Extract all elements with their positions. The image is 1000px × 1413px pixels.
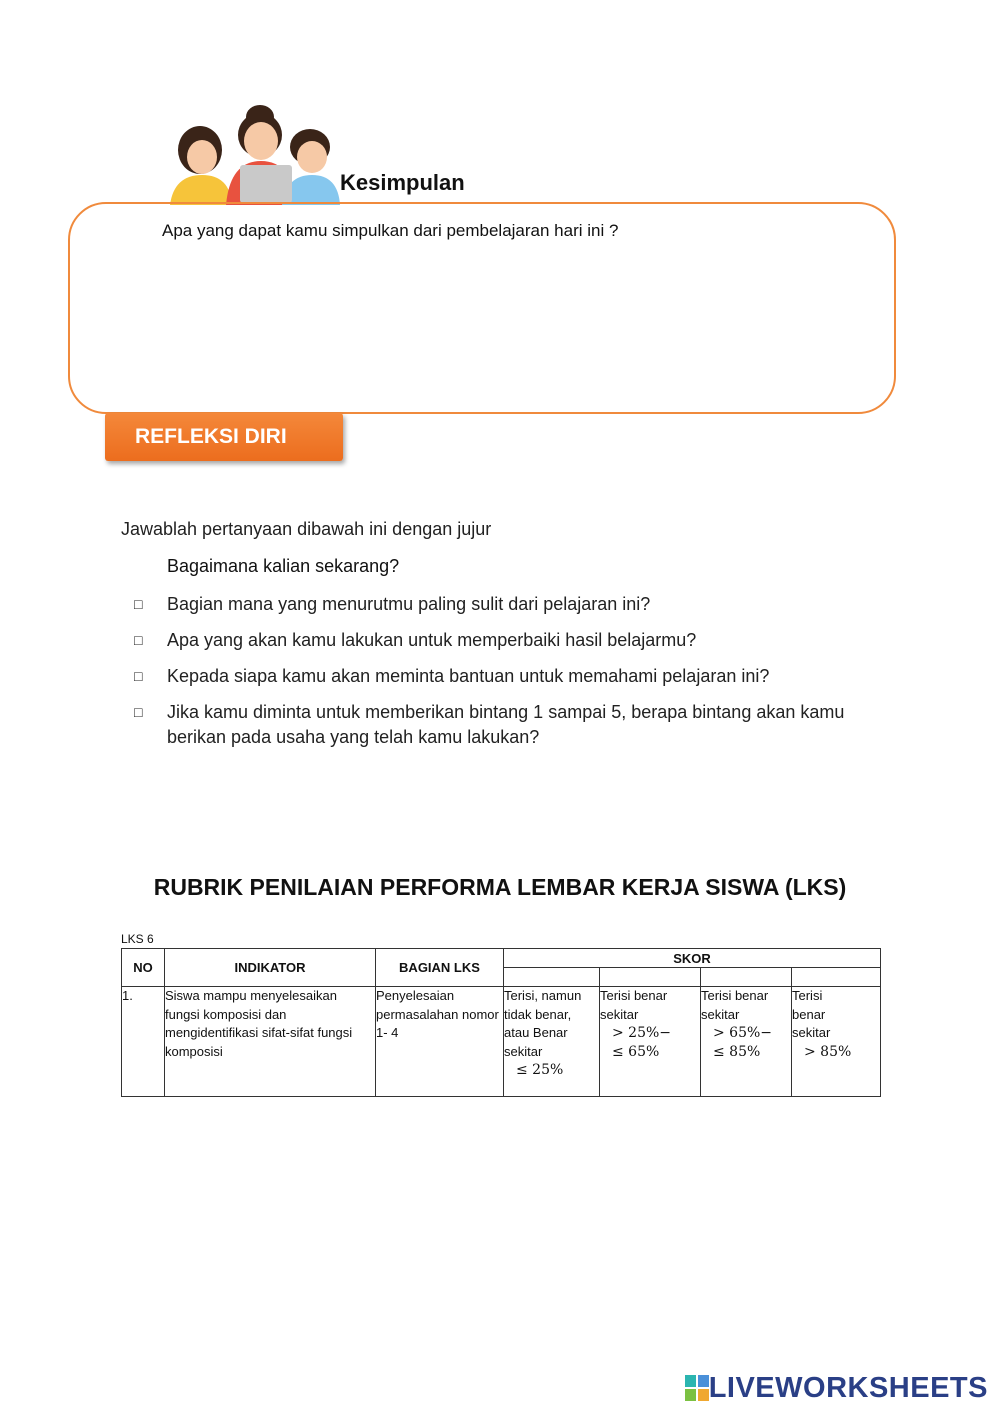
skor-1-range: ≤ 25% <box>516 1062 564 1078</box>
cell-skor-3 <box>701 987 792 1097</box>
skor-3-range-low: > 65%− <box>713 1025 773 1041</box>
header-indikator: INDIKATOR <box>165 949 376 987</box>
question-text: Jika kamu diminta untuk memberikan bintang 1 sampai 5, berapa bintang akan kamu berikan pada usaha yang telah kamu lakukan? <box>167 702 845 747</box>
refleksi-intro: Jawablah pertanyaan dibawah ini dengan jujur <box>121 519 492 539</box>
cell-no: 1. <box>122 987 165 1097</box>
refleksi-banner <box>105 413 343 461</box>
question-text: Bagian mana yang menurutmu paling sulit dari pelajaran ini? <box>167 594 651 614</box>
skor-3-text: Terisi benar sekitar <box>701 988 769 1022</box>
cell-skor-1 <box>504 987 600 1097</box>
refleksi-banner-label: REFLEKSI DIRI <box>135 425 287 448</box>
cell-skor-2 <box>600 987 701 1097</box>
logo-text: LIVEWORKSHEETS <box>708 1371 988 1404</box>
lks-label: LKS 6 <box>121 932 154 946</box>
checkbox-icon: □ <box>134 704 143 720</box>
skor-2-range-high: ≤ 65% <box>612 1043 660 1060</box>
cell-indikator: Siswa mampu menyelesaikan fungsi komposisi dan mengidentifikasi sifat-sifat fungsi komposisi <box>165 987 376 1097</box>
skor-subheader <box>701 968 792 987</box>
checkbox-icon: □ <box>134 632 143 648</box>
list-item <box>130 592 890 617</box>
cell-skor-4 <box>792 987 881 1097</box>
logo-icon <box>685 1375 709 1401</box>
rubric-table <box>121 948 881 1097</box>
list-item <box>130 664 890 689</box>
skor-subheader <box>792 968 881 987</box>
header-bagian: BAGIAN LKS <box>376 949 504 987</box>
list-item <box>130 628 890 653</box>
checkbox-icon: □ <box>134 668 143 684</box>
kesimpulan-question: Apa yang dapat kamu simpulkan dari pembelajaran hari ini ? <box>162 221 619 240</box>
skor-2-text: Terisi benar sekitar <box>600 988 668 1022</box>
refleksi-subheading: Bagaimana kalian sekarang? <box>167 556 400 576</box>
skor-subheader <box>600 968 701 987</box>
skor-2-range-low: > 25%− <box>612 1025 672 1041</box>
kesimpulan-title: Kesimpulan <box>340 170 465 195</box>
rubrik-title: RUBRIK PENILAIAN PERFORMA LEMBAR KERJA SISWA (LKS) <box>153 874 847 900</box>
list-item <box>130 700 890 750</box>
cell-bagian: Penyelesaian permasalahan nomor 1- 4 <box>376 987 504 1097</box>
skor-4-range: > 85% <box>804 1043 852 1060</box>
checkbox-icon: □ <box>134 596 143 612</box>
table-row <box>122 987 881 1097</box>
header-skor: SKOR <box>504 949 881 968</box>
question-text: Kepada siapa kamu akan meminta bantuan untuk memahami pelajaran ini? <box>167 666 770 686</box>
liveworksheets-logo <box>685 1372 988 1404</box>
students-illustration <box>160 95 340 205</box>
skor-subheader <box>504 968 600 987</box>
question-text: Apa yang akan kamu lakukan untuk memperbaiki hasil belajarmu? <box>167 630 697 650</box>
skor-1-text: Terisi, namun tidak benar, atau Benar sekitar <box>504 988 582 1059</box>
header-no: NO <box>122 949 165 987</box>
skor-3-range-high: ≤ 85% <box>713 1043 761 1060</box>
refleksi-question-list <box>130 592 890 761</box>
skor-4-text: Terisi benar sekitar <box>792 988 831 1040</box>
